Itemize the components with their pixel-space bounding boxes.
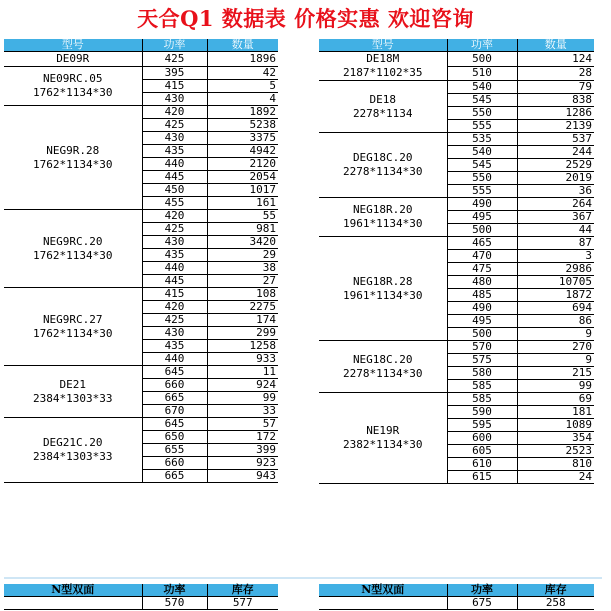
power-cell: 490 (447, 302, 517, 315)
model-cell (4, 106, 142, 210)
qty-cell: 86 (517, 315, 594, 328)
qty-cell: 161 (207, 197, 278, 210)
qty-cell: 215 (517, 367, 594, 380)
model-cell (319, 133, 447, 198)
power-cell: 430 (142, 236, 207, 249)
power-cell: 440 (142, 353, 207, 366)
table-row (4, 418, 278, 431)
power-cell: 495 (447, 315, 517, 328)
model-cell (319, 198, 447, 237)
model-name: DEG21C.20 (42, 436, 103, 449)
model-cell (4, 52, 142, 67)
table-header-row (4, 39, 278, 52)
model-name: DE09R (56, 52, 90, 65)
power-cell: 435 (142, 145, 207, 158)
power-cell: 610 (447, 458, 517, 471)
bottom-right-header-model: N型双面 (319, 584, 447, 597)
bottom-left-table (4, 584, 278, 610)
qty-cell: 3420 (207, 236, 278, 249)
right-data-table (319, 39, 594, 484)
qty-cell: 2275 (207, 301, 278, 314)
model-name: NE09RC.05 (42, 72, 103, 85)
bottom-right-power-cell: 675 (447, 597, 517, 610)
power-cell: 555 (447, 185, 517, 198)
qty-cell: 181 (517, 406, 594, 419)
bottom-left-stock-cell: 577 (207, 597, 278, 610)
power-cell: 475 (447, 263, 517, 276)
qty-cell: 1286 (517, 107, 594, 120)
power-cell: 395 (142, 67, 207, 80)
model-dimensions: 1762*1134*30 (33, 86, 113, 99)
qty-cell: 943 (207, 470, 278, 483)
model-cell (4, 67, 142, 106)
power-cell: 670 (142, 405, 207, 418)
qty-cell: 810 (517, 458, 594, 471)
model-name: NEG9R.28 (46, 143, 100, 157)
qty-cell: 10705 (517, 276, 594, 289)
table-row (4, 67, 278, 80)
power-cell: 425 (142, 223, 207, 236)
qty-cell: 299 (207, 327, 278, 340)
table-row (319, 341, 594, 354)
left-data-table (4, 39, 278, 483)
qty-cell: 5238 (207, 119, 278, 132)
table-row (319, 393, 594, 406)
qty-cell: 2019 (517, 172, 594, 185)
qty-cell: 4942 (207, 145, 278, 158)
bottom-left-header-power: 功率 (142, 584, 207, 597)
left-table-body (4, 39, 278, 483)
power-cell: 555 (447, 120, 517, 133)
qty-cell: 33 (207, 405, 278, 418)
model-cell (319, 237, 447, 341)
bottom-left-header-stock: 库存 (207, 584, 278, 597)
table-row (4, 288, 278, 301)
power-cell: 500 (447, 328, 517, 341)
header-model: 型号 (319, 39, 447, 52)
model-name: NEG18C.20 (352, 352, 413, 366)
qty-cell: 108 (207, 288, 278, 301)
power-cell: 510 (447, 66, 517, 81)
model-dimensions: 2382*1134*30 (343, 438, 423, 451)
qty-cell: 99 (207, 392, 278, 405)
power-cell: 415 (142, 288, 207, 301)
model-name: NEG18R.28 (352, 274, 413, 288)
model-name: NEG18R.20 (352, 203, 413, 216)
power-cell: 585 (447, 393, 517, 406)
power-cell: 540 (447, 146, 517, 159)
header-power: 功率 (447, 39, 517, 52)
qty-cell: 2139 (517, 120, 594, 133)
qty-cell: 5 (207, 80, 278, 93)
qty-cell: 4 (207, 93, 278, 106)
power-cell: 490 (447, 198, 517, 211)
qty-cell: 2120 (207, 158, 278, 171)
power-cell: 655 (142, 444, 207, 457)
qty-cell: 2054 (207, 171, 278, 184)
power-cell: 650 (142, 431, 207, 444)
table-row (4, 366, 278, 379)
qty-cell: 9 (517, 328, 594, 341)
model-name: DE18 (369, 92, 396, 106)
qty-cell: 87 (517, 237, 594, 250)
power-cell: 425 (142, 52, 207, 67)
power-cell: 430 (142, 132, 207, 145)
table-row (319, 237, 594, 250)
power-cell: 420 (142, 210, 207, 223)
qty-cell: 24 (517, 471, 594, 484)
power-cell: 470 (447, 250, 517, 263)
qty-cell: 399 (207, 444, 278, 457)
power-cell: 430 (142, 93, 207, 106)
power-cell: 415 (142, 80, 207, 93)
qty-cell: 29 (207, 249, 278, 262)
power-cell: 500 (447, 224, 517, 237)
power-cell: 420 (142, 106, 207, 119)
power-cell: 645 (142, 366, 207, 379)
qty-cell: 981 (207, 223, 278, 236)
model-name: NEG9RC.27 (42, 312, 103, 326)
model-name: NEG9RC.20 (42, 234, 103, 248)
power-cell: 570 (447, 341, 517, 354)
qty-cell: 79 (517, 81, 594, 94)
model-cell (4, 210, 142, 288)
power-cell: 495 (447, 211, 517, 224)
qty-cell: 28 (517, 66, 594, 81)
power-cell: 585 (447, 380, 517, 393)
qty-cell: 933 (207, 353, 278, 366)
power-cell: 615 (447, 471, 517, 484)
model-dimensions: 1961*1134*30 (343, 288, 423, 302)
bottom-right-header-power: 功率 (447, 584, 517, 597)
model-cell (4, 366, 142, 418)
model-cell (319, 52, 447, 81)
qty-cell: 3375 (207, 132, 278, 145)
power-cell: 445 (142, 275, 207, 288)
model-name: DE21 (59, 377, 86, 391)
qty-cell: 694 (517, 302, 594, 315)
model-name: NE19R (366, 424, 400, 437)
bottom-right-table (319, 584, 594, 610)
model-cell (319, 393, 447, 484)
table-header-row (319, 39, 594, 52)
power-cell: 420 (142, 301, 207, 314)
power-cell: 500 (447, 52, 517, 67)
power-cell: 540 (447, 81, 517, 94)
page-title: 天合Q1 数据表 价格实惠 欢迎咨询 (137, 6, 474, 31)
qty-cell: 36 (517, 185, 594, 198)
section-divider (4, 577, 602, 579)
power-cell: 645 (142, 418, 207, 431)
power-cell: 425 (142, 119, 207, 132)
header-qty: 数量 (207, 39, 278, 52)
table-row (4, 52, 278, 67)
power-cell: 550 (447, 172, 517, 185)
qty-cell: 1872 (517, 289, 594, 302)
power-cell: 665 (142, 392, 207, 405)
power-cell: 430 (142, 327, 207, 340)
qty-cell: 9 (517, 354, 594, 367)
power-cell: 595 (447, 419, 517, 432)
model-dimensions: 2278*1134 (352, 106, 413, 120)
power-cell: 440 (142, 158, 207, 171)
power-cell: 545 (447, 94, 517, 107)
qty-cell: 3 (517, 250, 594, 263)
qty-cell: 1896 (207, 52, 278, 67)
qty-cell: 2523 (517, 445, 594, 458)
header-model: 型号 (4, 39, 142, 52)
power-cell: 575 (447, 354, 517, 367)
qty-cell: 44 (517, 224, 594, 237)
qty-cell: 69 (517, 393, 594, 406)
model-dimensions: 1762*1134*30 (33, 326, 113, 340)
qty-cell: 838 (517, 94, 594, 107)
qty-cell: 244 (517, 146, 594, 159)
qty-cell: 27 (207, 275, 278, 288)
power-cell: 435 (142, 340, 207, 353)
model-dimensions: 2384*1303*33 (33, 391, 113, 405)
table-row (319, 81, 594, 94)
qty-cell: 537 (517, 133, 594, 146)
model-name: DEG18C.20 (352, 151, 413, 164)
qty-cell: 1017 (207, 184, 278, 197)
power-cell: 485 (447, 289, 517, 302)
power-cell: 440 (142, 262, 207, 275)
power-cell: 550 (447, 107, 517, 120)
qty-cell: 2986 (517, 263, 594, 276)
qty-cell: 57 (207, 418, 278, 431)
power-cell: 535 (447, 133, 517, 146)
bottom-left-power-cell: 570 (142, 597, 207, 610)
qty-cell: 99 (517, 380, 594, 393)
qty-cell: 174 (207, 314, 278, 327)
model-dimensions: 1762*1134*30 (33, 157, 113, 171)
power-cell: 425 (142, 314, 207, 327)
table-row (319, 52, 594, 67)
model-dimensions: 2278*1134*30 (343, 165, 423, 178)
bottom-right-header-stock: 库存 (517, 584, 594, 597)
qty-cell: 354 (517, 432, 594, 445)
model-cell (4, 418, 142, 483)
header-qty: 数量 (517, 39, 594, 52)
bottom-left-header-model: N型双面 (4, 584, 142, 597)
qty-cell: 42 (207, 67, 278, 80)
table-row (319, 133, 594, 146)
model-dimensions: 2384*1303*33 (33, 450, 113, 463)
qty-cell: 367 (517, 211, 594, 224)
qty-cell: 264 (517, 198, 594, 211)
qty-cell: 923 (207, 457, 278, 470)
power-cell: 545 (447, 159, 517, 172)
power-cell: 605 (447, 445, 517, 458)
model-dimensions: 2278*1134*30 (343, 366, 423, 380)
qty-cell: 1089 (517, 419, 594, 432)
model-cell (4, 288, 142, 366)
power-cell: 665 (142, 470, 207, 483)
qty-cell: 2529 (517, 159, 594, 172)
model-dimensions: 1961*1134*30 (343, 217, 423, 230)
qty-cell: 124 (517, 52, 594, 67)
power-cell: 590 (447, 406, 517, 419)
qty-cell: 924 (207, 379, 278, 392)
model-cell (319, 341, 447, 393)
qty-cell: 55 (207, 210, 278, 223)
power-cell: 480 (447, 276, 517, 289)
power-cell: 660 (142, 457, 207, 470)
qty-cell: 1892 (207, 106, 278, 119)
power-cell: 435 (142, 249, 207, 262)
bottom-right-stock-cell: 258 (517, 597, 594, 610)
power-cell: 465 (447, 237, 517, 250)
qty-cell: 172 (207, 431, 278, 444)
header-power: 功率 (142, 39, 207, 52)
bottom-left-model-cell (4, 597, 142, 610)
table-row (319, 198, 594, 211)
bottom-right-model-cell (319, 597, 447, 610)
table-row (4, 106, 278, 119)
qty-cell: 1258 (207, 340, 278, 353)
power-cell: 450 (142, 184, 207, 197)
qty-cell: 270 (517, 341, 594, 354)
power-cell: 455 (142, 197, 207, 210)
model-dimensions: 1762*1134*30 (33, 248, 113, 262)
right-table-body (319, 39, 594, 484)
table-row (4, 210, 278, 223)
power-cell: 580 (447, 367, 517, 380)
model-name: DE18M (366, 52, 400, 65)
power-cell: 445 (142, 171, 207, 184)
power-cell: 600 (447, 432, 517, 445)
qty-cell: 11 (207, 366, 278, 379)
power-cell: 660 (142, 379, 207, 392)
qty-cell: 38 (207, 262, 278, 275)
model-dimensions: 2187*1102*35 (343, 66, 423, 79)
model-cell (319, 81, 447, 133)
